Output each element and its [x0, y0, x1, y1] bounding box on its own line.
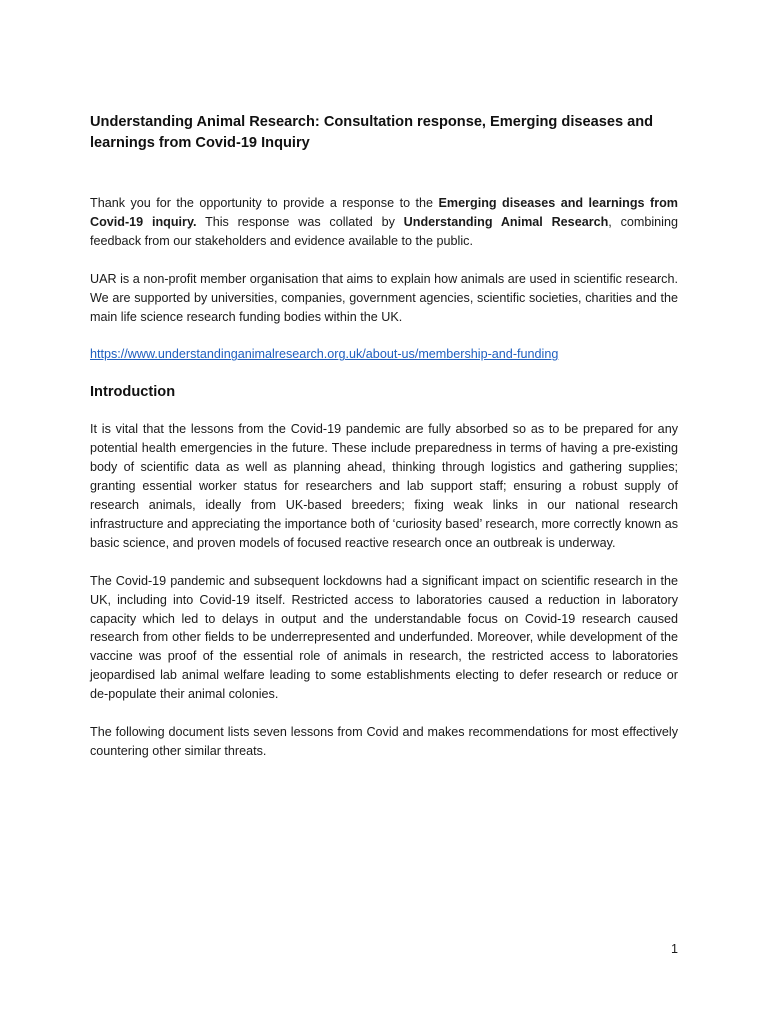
inquiry-name: Emerging diseases and learnings from Covid-19 inquiry. [90, 196, 678, 229]
membership-funding-link[interactable]: https://www.understandinganimalresearch.org.uk/about-us/membership-and-funding [90, 347, 559, 362]
organisation-name: Understanding Animal Research [403, 214, 609, 229]
introduction-heading: Introduction [90, 384, 176, 401]
introduction-paragraph-2: The Covid-19 pandemic and subsequent lockdowns had a significant impact on scientific research in the UK, including into Covid-19 itself. Restricted access to laboratories caused a reduction in laboratory capacity which led to delays in output and the understandable focus on Covid-19 research caused research from other fields to be underrepresented and underfunded. Moreover, while development of the vaccine was proof of the essential role of animals in research, the restricted access to laboratories jeopardised lab animal welfare leading to some establishments electing to defer research or reduce or de-populate their animal colonies. [90, 573, 678, 702]
intro-text-2: This response was collated by [196, 214, 404, 229]
intro-text-3: , combining feedback from our stakeholders and evidence available to the public. [90, 214, 678, 248]
page-number: 1 [670, 942, 678, 956]
introduction-paragraph-1: It is vital that the lessons from the Covid-19 pandemic are fully absorbed so as to be prepared for any potential health emergencies in the future. These include preparedness in terms of having a pre-existing body of scientific data as well as planning ahead, thinking through logistics and gathering supplies; granting essential worker status for researchers and lab support staff; ensuring a robust supply of research animals, ideally from UK-based breeders; fixing weak links in our national research infrastructure and appreciating the importance both of ‘curiosity based’ research, more correctly known as basic science, and proven models of focused reactive research once an outbreak is underway. [90, 422, 678, 550]
document-page [90, 112, 678, 780]
intro-text-1: Thank you for the opportunity to provide a response to the [90, 196, 439, 210]
document-title: Understanding Animal Research: Consultation response, Emerging diseases and learnings from Covid-19 Inquiry [90, 114, 654, 151]
intro-paragraph [90, 194, 678, 251]
uar-paragraph: UAR is a non-profit member organisation that aims to explain how animals are used in scientific research. We are supported by universities, companies, government agencies, scientific societies, charities and the main life science research funding bodies within the UK. [90, 271, 678, 324]
introduction-paragraph-3: The following document lists seven lessons from Covid and makes recommendations for most effectively countering other similar threats. [90, 725, 678, 758]
